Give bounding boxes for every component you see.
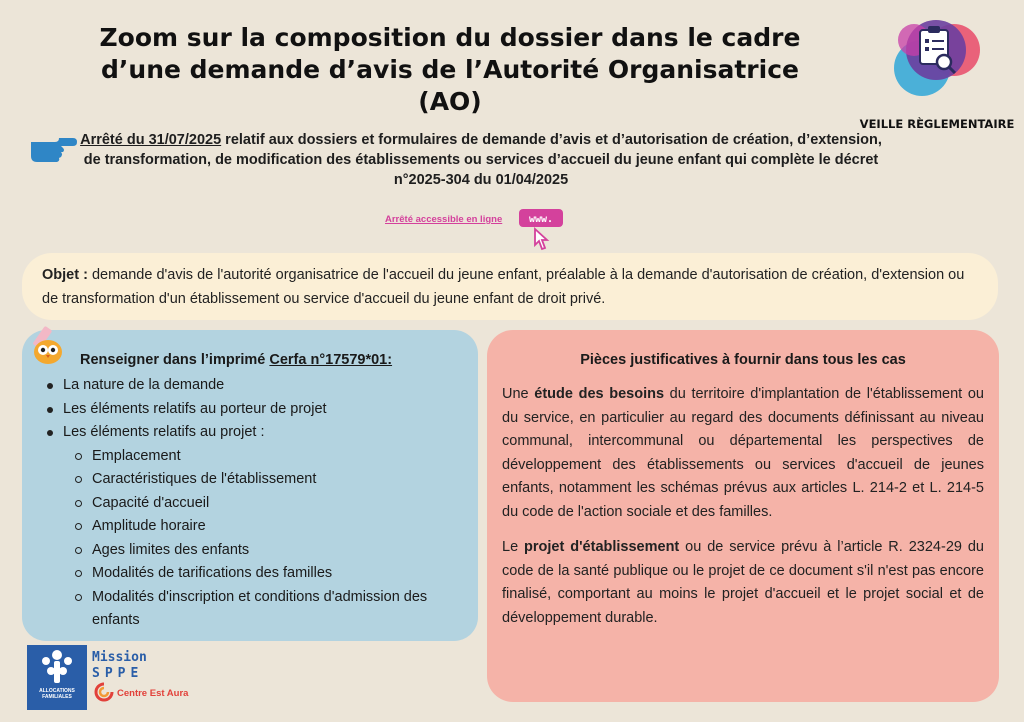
- cerfa-title: [80, 352, 392, 368]
- sub-list-item: Amplitude horaire: [22, 515, 478, 539]
- pieces-title: Pièces justificatives à fournir dans tous les cas: [580, 352, 906, 368]
- owl-pencil-icon: [22, 322, 68, 368]
- pieces-text: [502, 383, 984, 642]
- caf-label: ALLOCATIONS FAMILIALES: [39, 688, 75, 700]
- cerfa-link[interactable]: Cerfa n°17579*01:: [269, 352, 393, 368]
- caf-logo: [27, 645, 87, 710]
- www-click-icon[interactable]: [517, 207, 565, 253]
- pieces-paragraph-1: Une étude des besoins du territoire d'implantation de l'établissement ou du service, en particulier au regard des documents définissant au niveau communal, intercommunal ou départemental les perspectives de développement des établissements ou services d'accueil de jeunes enfants, notamment les schémas prévus aux articles L. 214-2 et L. 214-5 du code de l'action sociale et des familles.: [502, 386, 984, 520]
- checklist-magnifier-icon: [880, 10, 990, 110]
- veille-badge: VEILLE RÈGLEMENTAIRE: [859, 117, 1015, 131]
- cerfa-list: [22, 374, 478, 633]
- centre-label: Centre Est Aura: [117, 688, 189, 699]
- arrete-link[interactable]: Arrêté du 31/07/2025: [80, 132, 222, 148]
- sub-list-item: Capacité d'accueil: [22, 492, 478, 516]
- list-item: La nature de la demande: [22, 374, 478, 398]
- sub-list-item: Modalités de tarifications des familles: [22, 562, 478, 586]
- list-item: Les éléments relatifs au projet :: [22, 421, 478, 445]
- sub-list-item: Emplacement: [22, 445, 478, 469]
- mission-label: Mission: [92, 650, 147, 665]
- list-item: Les éléments relatifs au porteur de projet: [22, 398, 478, 422]
- sub-list-item: Modalités d'inscription et conditions d'admission des enfants: [22, 586, 478, 633]
- objet-label: Objet :: [42, 267, 88, 283]
- www-label: www.: [528, 214, 554, 225]
- page-title: Zoom sur la composition du dossier dans le cadre d’une demande d’avis de l’Autorité Organisatrice (AO): [99, 23, 801, 116]
- online-link[interactable]: Arrêté accessible en ligne: [385, 214, 503, 225]
- arrete-text: relatif aux dossiers et formulaires de demande d’avis et d’autorisation de création, d’extension, de transformation, de modification des établissements ou services d’accueil du jeune enfant qui complète le décret n°2025-304 du 01/04/2025: [83, 132, 882, 188]
- objet-box: [22, 253, 998, 320]
- swirl-icon: [92, 680, 116, 704]
- pointing-hand-icon: [27, 130, 79, 164]
- sppe-label: SPPE: [92, 666, 144, 681]
- sub-list-item: Ages limites des enfants: [22, 539, 478, 563]
- cerfa-title-prefix: Renseigner dans l’imprimé: [80, 352, 270, 368]
- sub-list-item: Caractéristiques de l'établissement: [22, 468, 478, 492]
- pieces-paragraph-2: Le projet d'établissement ou de service prévu à l’article R. 2324-29 du code de la santé publique ou le projet de ce document s'il n'est pas encore finalisé, comportant au moins le projet d'accueil et le projet social et de développement durable.: [502, 539, 984, 626]
- caf-people-icon: [27, 645, 87, 687]
- objet-text: demande d'avis de l'autorité organisatrice de l'accueil du jeune enfant, préalable à la demande d'autorisation de création, d'extension ou de transformation d'un établissement ou service d'accueil du jeune enfant de droit privé.: [42, 267, 965, 307]
- arrete-description: [78, 130, 884, 190]
